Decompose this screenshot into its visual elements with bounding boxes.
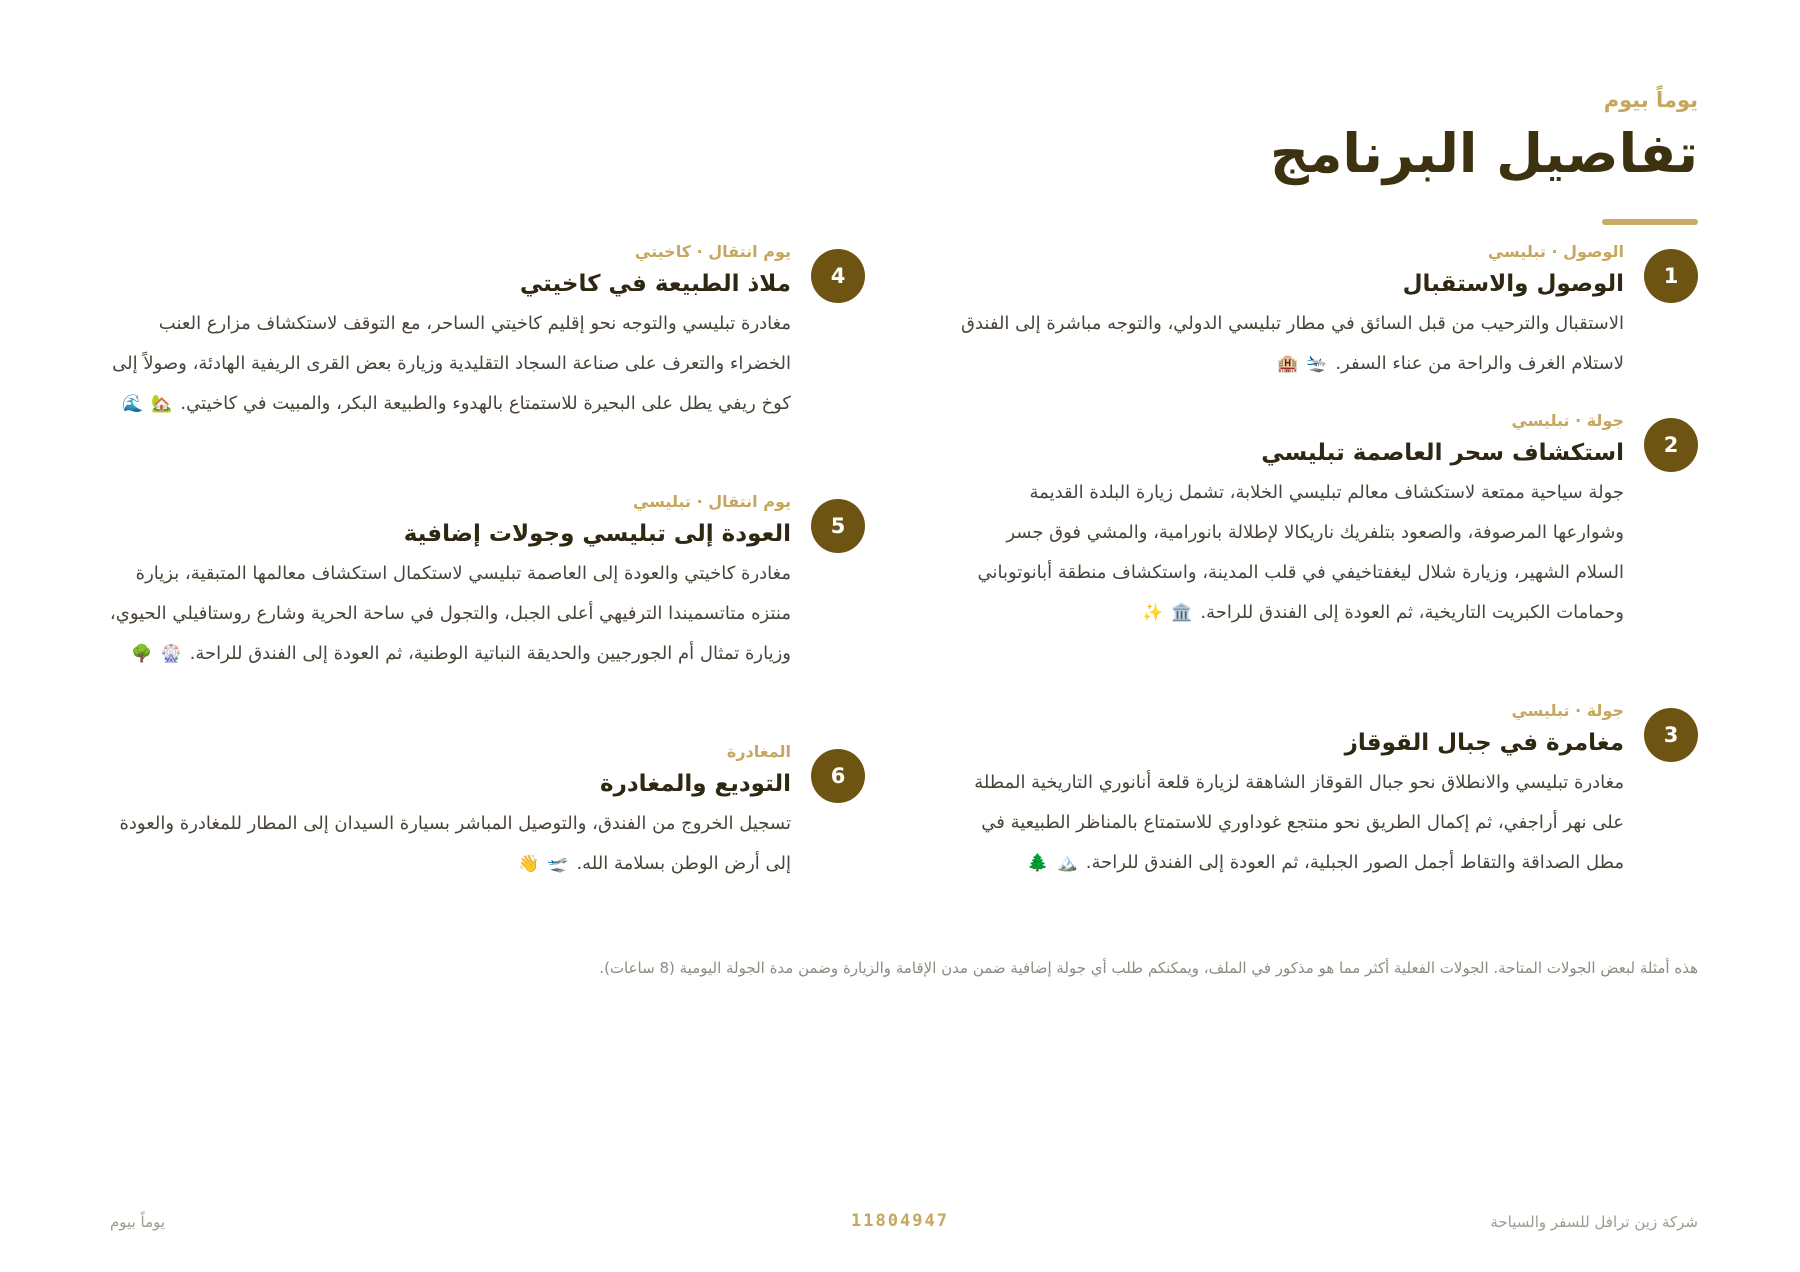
house-with-garden-icon: 🏡	[151, 394, 173, 414]
footer-company-name: شركة زين ترافل للسفر والسياحة	[1490, 1213, 1698, 1231]
mountain-icon: 🏔️	[1056, 853, 1078, 873]
deciduous-tree-icon: 🌳	[131, 644, 153, 664]
day-meta: يوم انتقال · تبليسي	[632, 492, 791, 511]
day-meta: الوصول · تبليسي	[1487, 242, 1624, 261]
sparkles-icon: ✨	[1142, 603, 1164, 623]
evergreen-tree-icon: 🌲	[1027, 853, 1049, 873]
day-meta: يوم انتقال · كاخيتي	[634, 242, 791, 261]
waving-hand-icon: 👋	[518, 854, 540, 874]
day-number-badge: 4	[811, 249, 865, 303]
day-title: ملاذ الطبيعة في كاخيتي	[519, 271, 791, 297]
day-number-badge: 2	[1644, 418, 1698, 472]
day-title: العودة إلى تبليسي وجولات إضافية	[403, 521, 791, 547]
footer-section-label: يوماً بيوم	[110, 1213, 166, 1231]
water-wave-icon: 🌊	[122, 394, 144, 414]
airplane-departure-icon: 🛫	[547, 854, 569, 874]
airplane-arrival-icon: 🛬	[1306, 354, 1328, 374]
footer-phone-number: 11804947	[851, 1211, 949, 1231]
day-description: الاستقبال والترحيب من قبل السائق في مطار تبليسي الدولي، والتوجه مباشرة إلى الفندق لاستلام الغرف والراحة من عناء السفر.🛬🏨	[958, 304, 1624, 384]
day-meta: جولة · تبليسي	[1511, 701, 1624, 720]
day-title: التوديع والمغادرة	[600, 771, 791, 797]
day-description: تسجيل الخروج من الفندق، والتوصيل المباشر بسيارة السيدان إلى المطار للمغادرة والعودة إلى أرض الوطن بسلامة الله.🛫👋	[105, 804, 791, 884]
day-description: مغادرة تبليسي والتوجه نحو إقليم كاخيتي الساحر، مع التوقف لاستكشاف مزارع العنب الخضراء والتعرف على صناعة السجاد التقليدية وزيارة بعض القرى الريفية الهادئة، وصولاً إلى كوخ ريفي يطل على البحيرة للاستمتاع بالهدوء والطبيعة البكر، والمبيت في كاخيتي.🏡🌊	[105, 304, 791, 424]
day-meta: جولة · تبليسي	[1511, 411, 1624, 430]
itinerary-footnote: هذه أمثلة لبعض الجولات المتاحة. الجولات الفعلية أكثر مما هو مذكور في الملف، ويمكنكم طلب أي جولة إضافية ضمن مدن الإقامة والزيارة وضمن مدة الجولة اليومية (8 ساعات).	[599, 959, 1698, 977]
title-underline	[1602, 219, 1698, 225]
ferris-wheel-icon: 🎡	[160, 644, 182, 664]
day-title: الوصول والاستقبال	[1402, 271, 1624, 297]
day-description: مغادرة كاخيتي والعودة إلى العاصمة تبليسي لاستكمال استكشاف معالمها المتبقية، بزيارة منتزه متاتسميندا الترفيهي أعلى الجبل، والتجول في ساحة الحرية وشارع روستافيلي الحيوي، وزيارة تمثال أم الجورجيين والحديقة النباتية الوطنية، ثم العودة إلى الفندق للراحة.🎡🌳	[105, 554, 791, 674]
day-title: مغامرة في جبال القوقاز	[1344, 730, 1624, 756]
day-number-badge: 5	[811, 499, 865, 553]
day-description: جولة سياحية ممتعة لاستكشاف معالم تبليسي الخلابة، تشمل زيارة البلدة القديمة وشوارعها المرصوفة، والصعود بتلفريك ناريكالا لإطلالة بانورامية، والمشي فوق جسر السلام الشهير، وزيارة شلال ليغفتاخيفي في قلب المدينة، واستكشاف منطقة أبانوتوباني وحمامات الكبريت التاريخية، ثم العودة إلى الفندق للراحة.🏛️✨	[958, 473, 1624, 633]
day-description: مغادرة تبليسي والانطلاق نحو جبال القوقاز الشاهقة لزيارة قلعة أنانوري التاريخية المطلة على نهر أراجفي، ثم إكمال الطريق نحو منتجع غوداوري للاستمتاع بالمناظر الطبيعية في مطل الصداقة والتقاط أجمل الصور الجبلية، ثم العودة إلى الفندق للراحة.🏔️🌲	[958, 763, 1624, 883]
day-number-badge: 1	[1644, 249, 1698, 303]
day-number-badge: 3	[1644, 708, 1698, 762]
classical-building-icon: 🏛️	[1171, 603, 1193, 623]
hotel-icon: 🏨	[1276, 354, 1299, 374]
day-number-badge: 6	[811, 749, 865, 803]
day-meta: المغادرة	[726, 742, 791, 761]
day-title: استكشاف سحر العاصمة تبليسي	[1261, 440, 1624, 466]
page-title: تفاصيل البرنامج	[1270, 122, 1698, 185]
section-kicker: يوماً بيوم	[1603, 88, 1698, 112]
